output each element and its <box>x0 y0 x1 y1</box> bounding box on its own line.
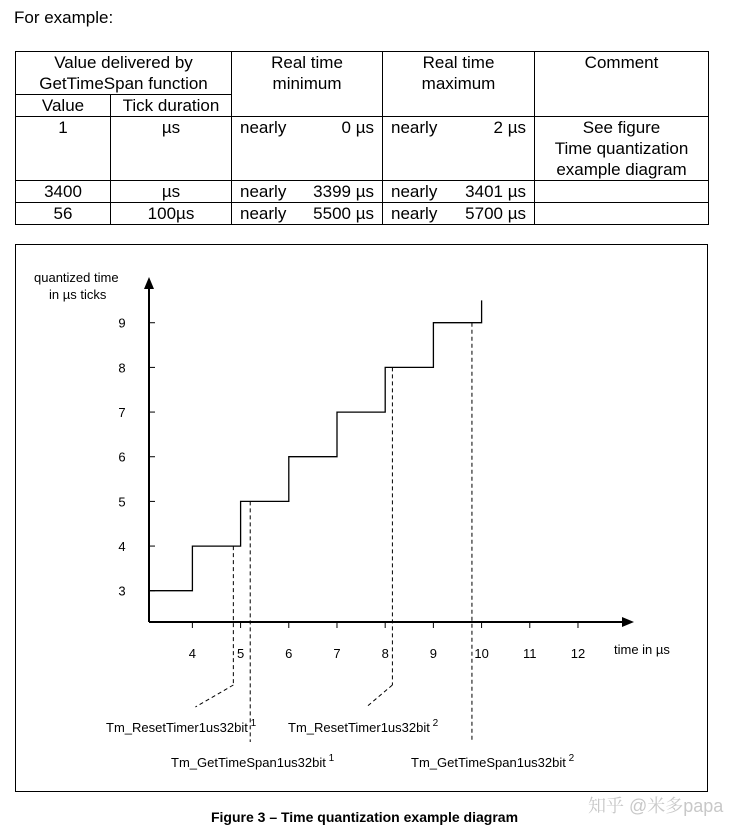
x-axis-label: time in µs <box>614 642 670 657</box>
cell-comment <box>535 203 709 225</box>
x-axis-arrow <box>622 617 634 627</box>
marker-label: Tm_GetTimeSpan1us32bit $^2$ <box>411 753 575 770</box>
watermark: 知乎 @米多papa <box>588 796 724 816</box>
y-axis-arrow <box>144 277 154 289</box>
x-tick-label: 5 <box>236 646 245 661</box>
header-real-min: Real time minimum <box>232 52 383 117</box>
cell-max: nearly 5700 µs <box>383 203 535 225</box>
y-tick-label: 4 <box>118 539 126 555</box>
x-tick-label: 6 <box>285 646 293 661</box>
marker-footnote: 1 <box>325 753 335 764</box>
quantized-time-step-line <box>149 300 482 590</box>
header-real-max: Real time maximum <box>383 52 535 117</box>
table-row <box>16 181 709 203</box>
time-quantization-chart <box>16 245 707 791</box>
cell-value: 56 <box>16 203 111 225</box>
x-tick-label: 12 <box>570 646 586 661</box>
y-axis-label: in µs ticks <box>49 287 107 302</box>
marker-footnote: 2 <box>565 753 575 764</box>
cell-min: nearly 5500 µs <box>232 203 383 225</box>
y-tick-label: 5 <box>118 494 126 510</box>
x-tick-label: 7 <box>333 646 341 661</box>
y-tick-label: 8 <box>118 360 126 376</box>
cell-value: 1 <box>16 117 111 181</box>
table-row <box>16 203 709 225</box>
marker-label: Tm_ResetTimer1us32bit $^2$ <box>288 718 439 735</box>
figure-caption: Figure 3 – Time quantization example diagram <box>210 809 519 825</box>
timing-table <box>15 51 709 225</box>
marker-leader-line <box>366 685 392 707</box>
cell-tick: 100µs <box>111 203 232 225</box>
cell-tick: µs <box>111 117 232 181</box>
marker-footnote: 2 <box>429 718 439 729</box>
header-value-delivered: Value delivered by GetTimeSpan function <box>16 52 232 95</box>
marker-leader-line <box>195 685 233 707</box>
header-comment: Comment <box>535 52 709 117</box>
cell-value: 3400 <box>16 181 111 203</box>
cell-min: nearly 0 µs <box>232 117 383 181</box>
cell-comment: See figure Time quantization example diagram <box>535 117 709 181</box>
cell-tick: µs <box>111 181 232 203</box>
x-tick-label: 4 <box>188 646 196 661</box>
marker-label: Tm_ResetTimer1us32bit $^1$ <box>106 718 257 735</box>
y-tick-label: 3 <box>118 583 126 599</box>
y-tick-label: 7 <box>118 405 126 421</box>
x-tick-label: 10 <box>474 646 489 661</box>
cell-max: nearly 3401 µs <box>383 181 535 203</box>
y-tick-label: 9 <box>118 315 126 331</box>
table-row <box>16 117 709 181</box>
marker-label: Tm_GetTimeSpan1us32bit $^1$ <box>171 753 335 770</box>
intro-text: For example: <box>14 8 114 27</box>
x-tick-label: 11 <box>523 646 537 661</box>
header-tick-duration: Tick duration <box>111 95 232 117</box>
x-tick-label: 9 <box>429 646 437 661</box>
marker-footnote: 1 <box>247 718 257 729</box>
figure-box <box>15 244 708 792</box>
cell-comment <box>535 181 709 203</box>
header-value: Value <box>16 95 111 117</box>
cell-max: nearly 2 µs <box>383 117 535 181</box>
x-tick-label: 8 <box>381 646 389 661</box>
y-tick-label: 6 <box>118 449 126 465</box>
cell-min: nearly 3399 µs <box>232 181 383 203</box>
y-axis-label: quantized time <box>34 270 119 285</box>
